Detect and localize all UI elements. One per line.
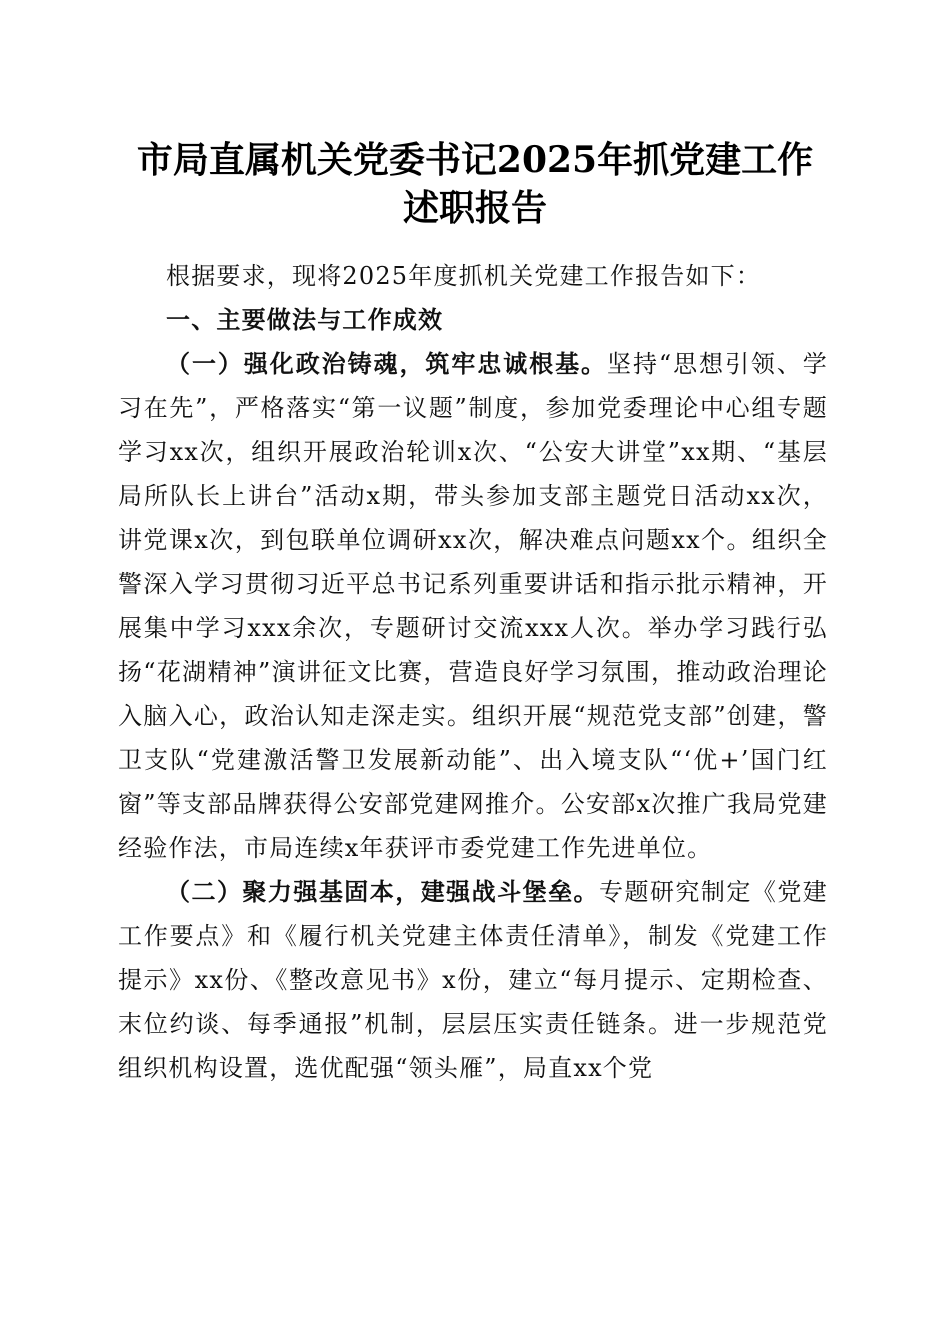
section-heading: 一、主要做法与工作成效: [166, 306, 444, 334]
item-2-heading: （二）聚力强基固本，建强战斗堡垒。: [166, 877, 600, 906]
intro-paragraph: 根据要求，现将2025年度抓机关党建工作报告如下：: [166, 262, 762, 290]
document-title: 市局直属机关党委书记2025年抓党建工作述职报告: [136, 139, 814, 229]
item-2-text: 专题研究制定《党建工作要点》和《履行机关党建主体责任清单》，制发《党建工作提示》xx份、《整改意见书》x份，建立“每月提示、定期检查、末位约谈、每季通报”机制，层层压实责任链条。进一步规范党组织机构设置，选优配强“领头雁”，局直xx个党: [118, 878, 828, 1082]
document-body: [118, 254, 828, 1090]
item-1-text: 坚持“思想引领、学习在先”，严格落实“第一议题”制度，参加党委理论中心组专题学习xx次，组织开展政治轮训x次、“公安大讲堂”xx期、“基层局所队长上讲台”活动x期，带头参加支部主题党日活动xx次，讲党课x次，到包联单位调研xx次，解决难点问题xx个。组织全警深入学习贯彻习近平总书记系列重要讲话和指示批示精神，开展集中学习xxx余次，专题研讨交流xxx人次。举办学习践行弘扬“花湖精神”演讲征文比赛，营造良好学习氛围，推动政治理论入脑入心，政治认知走深走实。组织开展“规范党支部”创建，警卫支队“党建激活警卫发展新动能”、出入境支队“‘优+’国门红窗”等支部品牌获得公安部党建网推介。公安部x次推广我局党建经验作法，市局连续x年获评市委党建工作先进单位。: [118, 350, 828, 862]
item-1-heading: （一）强化政治铸魂，筑牢忠诚根基。: [166, 349, 607, 378]
paragraph-item-1: [118, 342, 828, 870]
paragraph-item-2: [118, 870, 828, 1090]
